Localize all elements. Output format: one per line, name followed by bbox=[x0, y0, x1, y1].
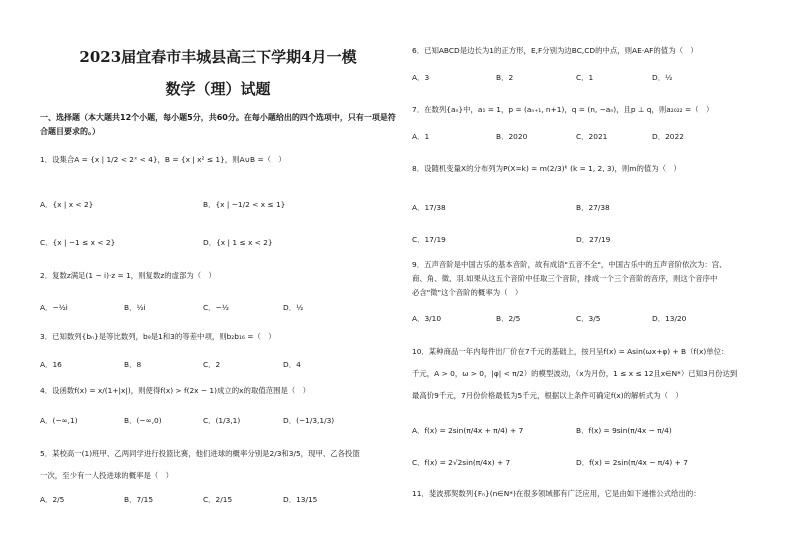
question-5-option-c: C．2/15 bbox=[203, 495, 233, 504]
question-8-option-c: C．17/19 bbox=[412, 235, 446, 244]
question-2-option-a: A．−½i bbox=[40, 303, 68, 312]
question-7-option-d: D．2022 bbox=[652, 132, 684, 141]
question-6-option-a: A．3 bbox=[412, 73, 430, 82]
question-10-option-b: B．f(x) = 9sin(π/4x − π/4) bbox=[576, 426, 672, 435]
exam-subtitle: 数学（理）试题 bbox=[165, 80, 271, 98]
question-5-option-d: D．13/15 bbox=[283, 495, 318, 504]
question-4-option-d: D．(−1/3,1/3) bbox=[283, 416, 335, 425]
question-10-stem-line-1: 10．某种商品一年内每件出厂价在7千元的基础上，按月呈f(x) = Asin(ωx+φ) + B（f(x)单位： bbox=[412, 347, 729, 356]
question-8-option-d: D．27/19 bbox=[576, 235, 611, 244]
question-4-option-a: A．(−∞,1) bbox=[40, 416, 78, 425]
question-1-option-a: A．{x | x < 2} bbox=[40, 200, 94, 209]
question-1-option-c: C．{x | −1 ≤ x < 2} bbox=[40, 238, 116, 247]
question-2-stem: 2．复数z满足(1 − i)·z = 1，则复数z的虚部为（ ） bbox=[40, 271, 216, 280]
question-9-option-d: D．13/20 bbox=[652, 314, 687, 323]
question-3-option-b: B．8 bbox=[124, 360, 142, 369]
question-1-stem: 1．设集合A = {x | 1/2 < 2ˣ < 4}，B = {x | x² ≤ 1}，则A∪B =（ ） bbox=[40, 155, 286, 164]
question-5-option-b: B．7/15 bbox=[124, 495, 154, 504]
question-7-option-c: C．2021 bbox=[576, 132, 608, 141]
question-8-option-a: A．17/38 bbox=[412, 203, 446, 212]
question-6-option-b: B．2 bbox=[496, 73, 514, 82]
question-10-option-d: D．f(x) = 2sin(π/4x − π/4) + 7 bbox=[576, 458, 688, 467]
right-column bbox=[412, 0, 792, 560]
question-4-stem: 4．设函数f(x) = x/(1+|x|)，则使得f(x) > f(2x − 1)成立的x的取值范围是（ ） bbox=[40, 386, 311, 395]
question-7-option-b: B．2020 bbox=[496, 132, 528, 141]
question-6-option-d: D．½ bbox=[652, 73, 673, 82]
exam-title: 2023届宜春市丰城县高三下学期4月一模 bbox=[79, 48, 357, 66]
question-6-stem: 6．已知ABCD是边长为1的正方形，E,F分别为边BC,CD的中点，则AE·AF的值为（ ） bbox=[412, 46, 698, 55]
left-column bbox=[28, 0, 408, 560]
question-4-option-b: B．(−∞,0) bbox=[124, 416, 162, 425]
question-9-option-c: C．3/5 bbox=[576, 314, 601, 323]
question-3-option-d: D．4 bbox=[283, 360, 301, 369]
question-9-stem-line-3: 必含"徵"这个音阶的概率为（ ） bbox=[412, 288, 523, 297]
question-9-option-a: A．3/10 bbox=[412, 314, 442, 323]
question-3-option-a: A．16 bbox=[40, 360, 62, 369]
section-heading: 一、选择题（本大题共12个小题，每小题5分，共60分。在每小题给出的四个选项中，只有一项是符合题目要求的。） bbox=[40, 113, 396, 136]
question-2-option-d: D．½ bbox=[283, 303, 304, 312]
question-3-stem: 3．已知数列{bₙ}是等比数列，b₉是1和3的等差中项，则b₂b₁₆ =（ ） bbox=[40, 332, 276, 341]
question-5-stem-line-1: 5．某校高一(1)班甲、乙两同学进行投篮比赛，他们进球的概率分别是2/3和3/5，现甲、乙各投篮 bbox=[40, 449, 360, 458]
question-10-stem-line-3: 最高价9千元，7月份价格最低为5千元，根据以上条件可确定f(x)的解析式为（ ） bbox=[412, 391, 683, 400]
question-5-option-a: A．2/5 bbox=[40, 495, 65, 504]
question-4-option-c: C．(1/3,1) bbox=[203, 416, 241, 425]
question-10-option-c: C．f(x) = 2√2sin(π/4x) + 7 bbox=[412, 458, 511, 467]
question-6-option-c: C．1 bbox=[576, 73, 594, 82]
question-9-option-b: B．2/5 bbox=[496, 314, 521, 323]
question-10-stem-line-2: 千元，A > 0，ω > 0，|φ| < π/2）的模型波动，（x为月份，1 ≤ x ≤ 12且x∈N*）已知3月份达到 bbox=[412, 369, 738, 378]
question-7-stem: 7．在数列{aₙ}中，a₁ = 1，p = (aₙ₊₁, n+1)，q = (n, −aₙ)，且p ⊥ q，则a₂₀₂₂ =（ ） bbox=[412, 105, 714, 114]
question-10-option-a: A．f(x) = 2sin(π/4x + π/4) + 7 bbox=[412, 426, 524, 435]
question-8-option-b: B．27/38 bbox=[576, 203, 610, 212]
question-8-stem: 8．设随机变量X的分布列为P(X=k) = m(2/3)ᵏ (k = 1, 2, 3)，则m的值为（ ） bbox=[412, 164, 681, 173]
question-5-stem-line-2: 一次，至少有一人投进球的概率是（ ） bbox=[40, 471, 174, 480]
question-11-stem: 11．斐波那契数列{Fₙ}(n∈N*)在很多领域都有广泛应用，它是由如下递推公式给出的： bbox=[412, 489, 701, 498]
question-2-option-b: B．½i bbox=[124, 303, 146, 312]
question-7-option-a: A．1 bbox=[412, 132, 430, 141]
question-9-stem-line-2: 商、角、徵、羽.如果从这五个音阶中任取三个音阶，排成一个三个音阶的音序，则这个音序中 bbox=[412, 274, 718, 283]
question-9-stem-line-1: 9．五声音阶是中国古乐的基本音阶，故有成语"五音不全"，中国古乐中的五声音阶依次为：宫、 bbox=[412, 260, 727, 269]
question-1-option-d: D．{x | 1 ≤ x < 2} bbox=[203, 238, 273, 247]
question-2-option-c: C．−½ bbox=[203, 303, 229, 312]
question-1-option-b: B．{x | −1/2 < x ≤ 1} bbox=[203, 200, 286, 209]
question-3-option-c: C．2 bbox=[203, 360, 221, 369]
